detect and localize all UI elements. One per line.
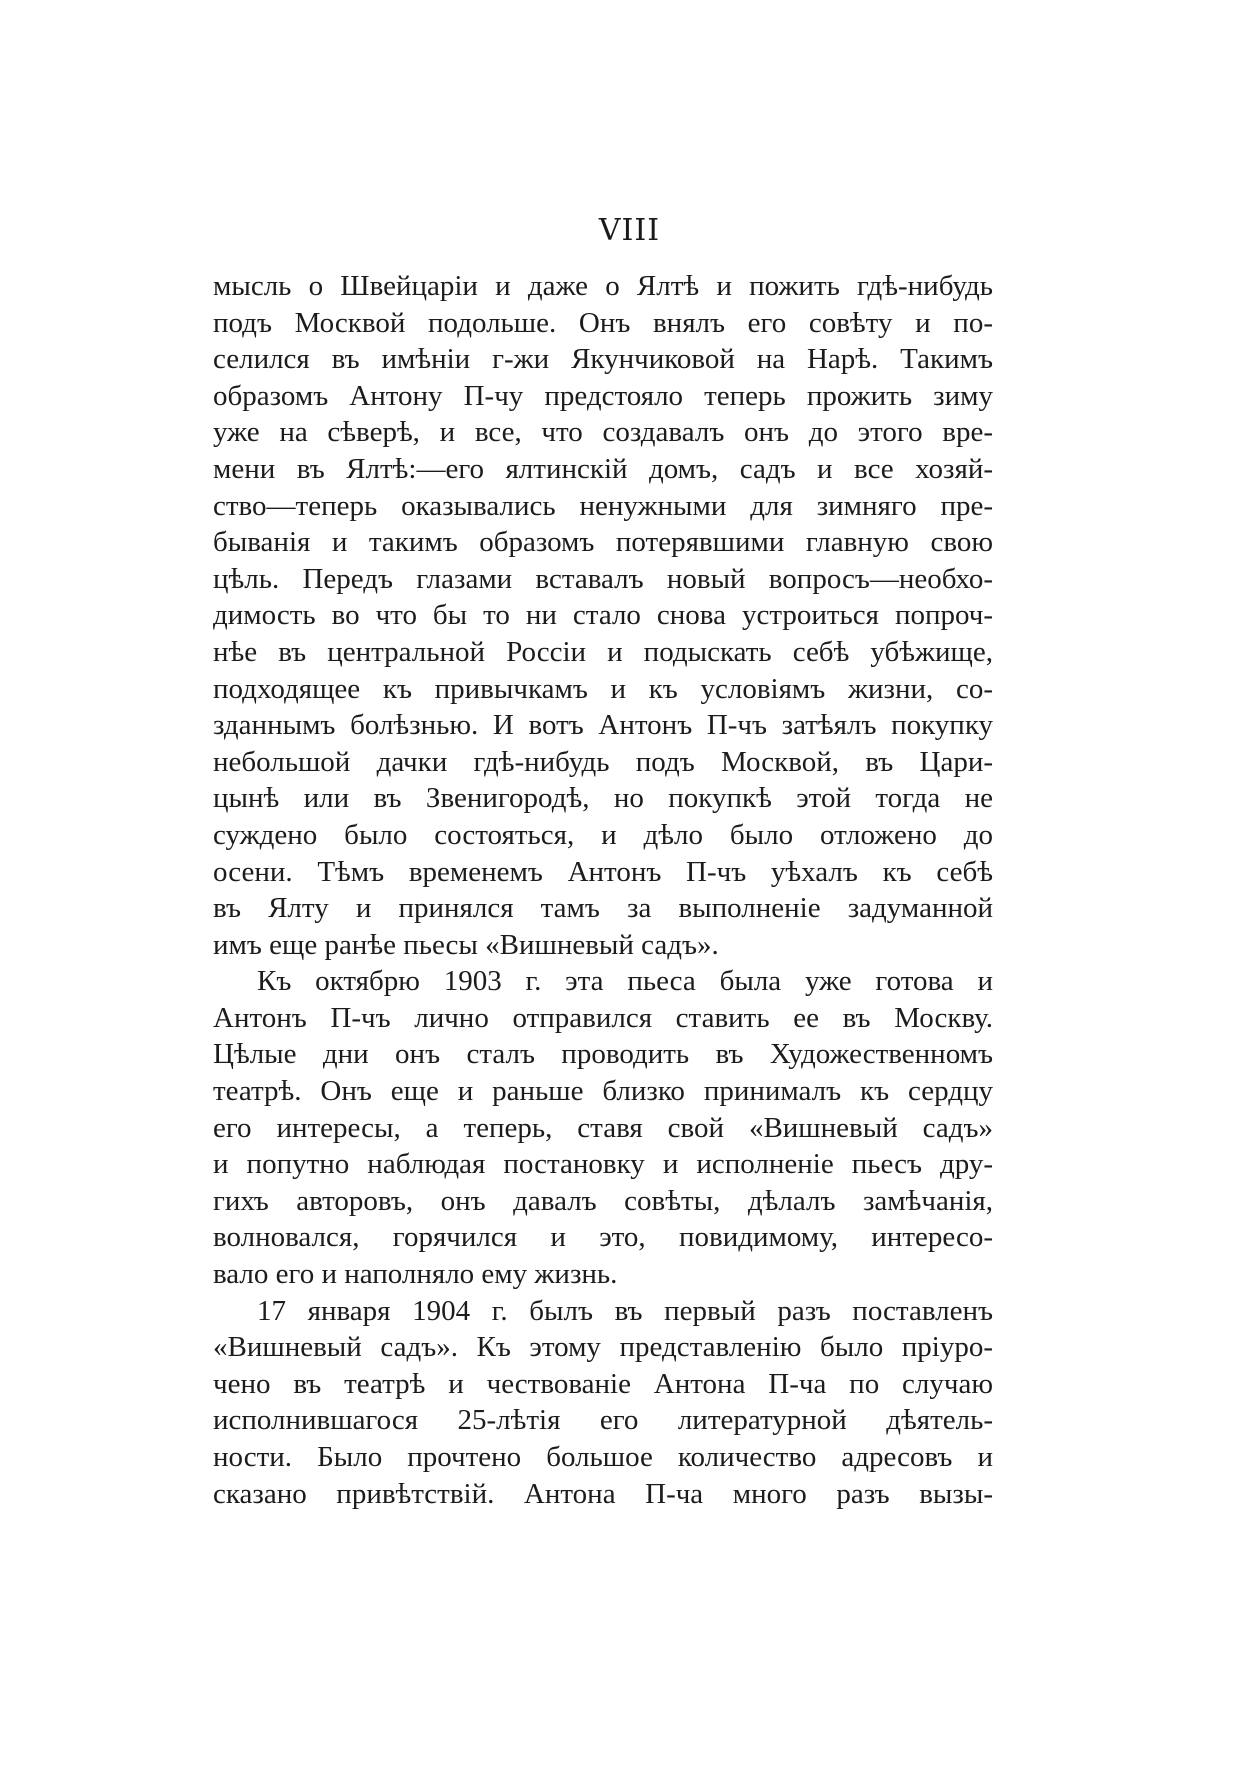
text-line: исполнившагося 25-лѣтія его литературной дѣятель- <box>213 1404 993 1437</box>
text-line: зданнымъ болѣзнью. И вотъ Антонъ П-чъ затѣялъ покупку <box>213 709 993 742</box>
text-line: осени. Тѣмъ временемъ Антонъ П-чъ уѣхалъ къ себѣ <box>213 855 993 888</box>
text-line: ности. Было прочтено большое количество адресовъ и <box>213 1441 993 1473</box>
text-line: и попутно наблюдая постановку и исполненіе пьесъ дру- <box>213 1148 993 1181</box>
body-text <box>213 268 993 1512</box>
text-line: небольшой дачки гдѣ-нибудь подъ Москвой, въ Цари- <box>213 745 993 778</box>
text-line: селился въ имѣніи г-жи Якунчиковой на Нарѣ. Такимъ <box>213 343 993 376</box>
text-line: 17 января 1904 г. былъ въ первый разъ поставленъ <box>257 1294 993 1327</box>
text-line: уже на сѣверѣ, и все, что создавалъ онъ до этого вре- <box>213 416 993 449</box>
text-line: цынѣ или въ Звенигородѣ, но покупкѣ этой тогда не <box>213 782 993 815</box>
text-line: ство—теперь оказывались ненужными для зимняго пре- <box>213 489 993 522</box>
text-line: образомъ Антону П-чу предстояло теперь прожить зиму <box>213 379 993 412</box>
text-line: нѣе въ центральной Россіи и подыскать себѣ убѣжище, <box>213 635 993 668</box>
text-line: имъ еще ранѣе пьесы «Вишневый садъ». <box>213 928 719 961</box>
text-line: мени въ Ялтѣ:—его ялтинскій домъ, садъ и все хозяй- <box>213 452 993 485</box>
text-line: чено въ театрѣ и чествованіе Антона П-ча по случаю <box>213 1367 993 1400</box>
text-line: Къ октябрю 1903 г. эта пьеса была уже готова и <box>257 965 993 998</box>
text-line: гихъ авторовъ, онъ давалъ совѣты, дѣлалъ замѣчанія, <box>213 1184 993 1217</box>
text-line: подъ Москвой подольше. Онъ внялъ его совѣту и по- <box>213 306 993 339</box>
text-line: мысль о Швейцаріи и даже о Ялтѣ и пожить гдѣ-нибудь <box>213 270 993 302</box>
text-line: подходящее къ привычкамъ и къ условіямъ жизни, со- <box>213 672 993 705</box>
text-line: Цѣлые дни онъ сталъ проводить въ Художественномъ <box>213 1038 993 1071</box>
page-number: VIII <box>598 213 661 248</box>
text-line: его интересы, а теперь, ставя свой «Вишневый садъ» <box>213 1111 993 1144</box>
text-line: суждено было состояться, и дѣло было отложено до <box>213 818 993 851</box>
text-line: быванія и такимъ образомъ потерявшими главную свою <box>213 526 993 559</box>
text-line: волновался, горячился и это, повидимому, интересо- <box>213 1221 993 1254</box>
text-line: «Вишневый садъ». Къ этому представленію было пріуро- <box>213 1331 993 1364</box>
text-line: цѣль. Передъ глазами вставалъ новый вопросъ—необхо- <box>213 562 993 595</box>
text-line: театрѣ. Онъ еще и раньше близко принималъ къ сердцу <box>213 1075 993 1108</box>
text-line: Антонъ П-чъ лично отправился ставить ее въ Москву. <box>213 1001 993 1034</box>
text-line: вало его и наполняло ему жизнь. <box>213 1258 618 1291</box>
text-line: въ Ялту и принялся тамъ за выполненіе задуманной <box>213 892 993 925</box>
text-line: сказано привѣтствій. Антона П-ча много разъ вызы- <box>213 1477 993 1510</box>
text-line: димость во что бы то ни стало снова устроиться попроч- <box>213 599 993 632</box>
